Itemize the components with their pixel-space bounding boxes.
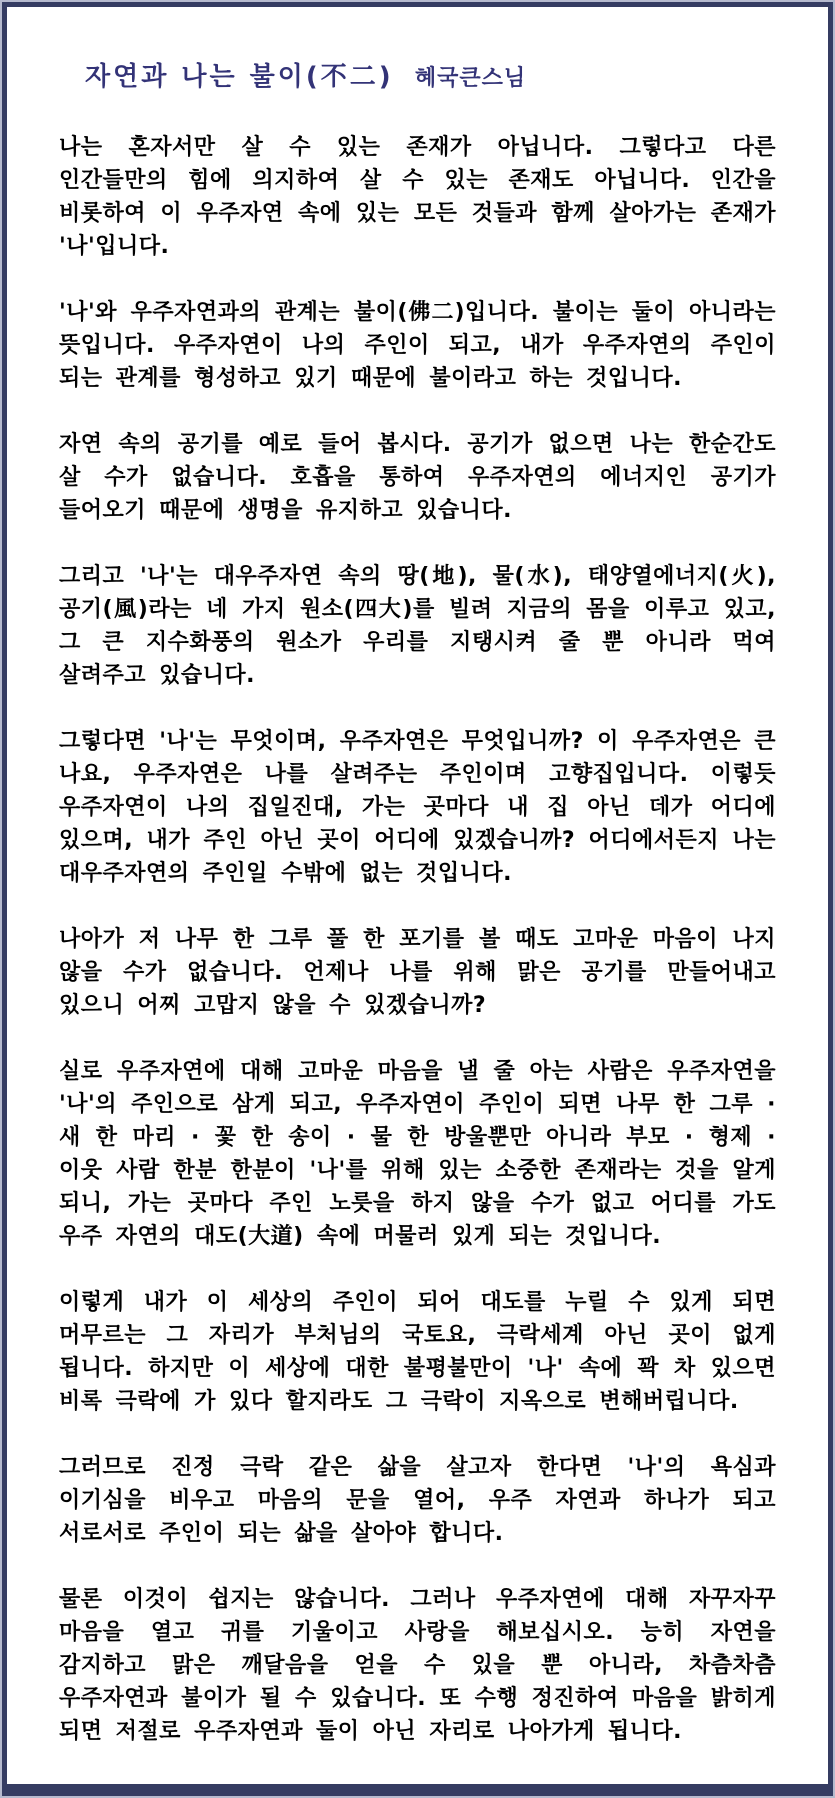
paragraph: 그렇다면 '나'는 무엇이며, 우주자연은 무엇입니까? 이 우주자연은 큰 나요, 우주자연은 나를 살려주는 주인이며 고향집입니다. 이렇듯 우주자연이 나의 집일진대, 가는 곳마다 내 집 아닌 데가 어디에 있으며, 내가 주인 아닌 곳이 어디에 있겠습니까? 어디에서든지 나는 대우주자연의 주인일 수밖에 없는 것입니다. — [59, 729, 776, 886]
page-title — [85, 55, 776, 93]
paragraph: 그리고 '나'는 대우주자연 속의 땅(地), 물(水), 태양열에너지(火), 공기(風)라는 네 가지 원소(四大)를 빌려 지금의 몸을 이루고 있고, 그 큰 지수화풍의 원소가 우리를 지탱시켜 줄 뿐 아니라 먹여 살려주고 있습니다. — [59, 564, 776, 688]
title-main: 자연과 나는 불이(不二) — [85, 62, 394, 92]
paragraph: 이렇게 내가 이 세상의 주인이 되어 대도를 누릴 수 있게 되면 머무르는 그 자리가 부처님의 국토요, 극락세계 아닌 곳이 없게 됩니다. 하지만 이 세상에 대한 불평불만이 '나' 속에 꽉 차 있으면 비록 극락에 가 있다 할지라도 그 극락이 지옥으로 변해버립니다. — [59, 1290, 776, 1414]
paragraph: 자연 속의 공기를 예로 들어 봅시다. 공기가 없으면 나는 한순간도 살 수가 없습니다. 호흡을 통하여 우주자연의 에너지인 공기가 들어오기 때문에 생명을 유지하고 있습니다. — [59, 432, 776, 523]
paragraph: 실로 우주자연에 대해 고마운 마음을 낼 줄 아는 사람은 우주자연을 '나'의 주인으로 삼게 되고, 우주자연이 주인이 되면 나무 한 그루 · 새 한 마리 · 꽃 한 송이 · 물 한 방울뿐만 아니라 부모 · 형제 · 이웃 사람 한분 한분이 '나'를 위해 있는 소중한 존재라는 것을 알게 되니, 가는 곳마다 주인 노릇을 하지 않을 수가 없고 어디를 가도 우주 자연의 대도(大道) 속에 머물러 있게 되는 것입니다. — [59, 1059, 776, 1249]
paragraph: 나아가 저 나무 한 그루 풀 한 포기를 볼 때도 고마운 마음이 나지 않을 수가 없습니다. 언제나 나를 위해 맑은 공기를 만들어내고 있으니 어찌 고맙지 않을 수 있겠습니까? — [59, 927, 776, 1018]
paragraph: 그러므로 진정 극락 같은 삶을 살고자 한다면 '나'의 욕심과 이기심을 비우고 마음의 문을 열어, 우주 자연과 하나가 되고 서로서로 주인이 되는 삶을 살아야 합니다. — [59, 1455, 776, 1546]
paragraph: 나는 혼자서만 살 수 있는 존재가 아닙니다. 그렇다고 다른 인간들만의 힘에 의지하여 살 수 있는 존재도 아닙니다. 인간을 비롯하여 이 우주자연 속에 있는 모든 것들과 함께 살아가는 존재가 '나'입니다. — [59, 135, 776, 259]
document-page — [2, 2, 833, 1796]
title-author: 혜국큰스님 — [414, 66, 527, 91]
document-body — [59, 131, 776, 1748]
paragraph: '나'와 우주자연과의 관계는 불이(佛二)입니다. 불이는 둘이 아니라는 뜻입니다. 우주자연이 나의 주인이 되고, 내가 우주자연의 주인이 되는 관계를 형성하고 있기 때문에 불이라고 하는 것입니다. — [59, 300, 776, 391]
paragraph: 물론 이것이 쉽지는 않습니다. 그러나 우주자연에 대해 자꾸자꾸 마음을 열고 귀를 기울이고 사랑을 해보십시오. 능히 자연을 감지하고 맑은 깨달음을 얻을 수 있을 뿐 아니라, 차츰차츰 우주자연과 불이가 될 수 있습니다. 또 수행 정진하여 마음을 밝히게 되면 저절로 우주자연과 둘이 아닌 자리로 나아가게 됩니다. — [59, 1587, 776, 1744]
